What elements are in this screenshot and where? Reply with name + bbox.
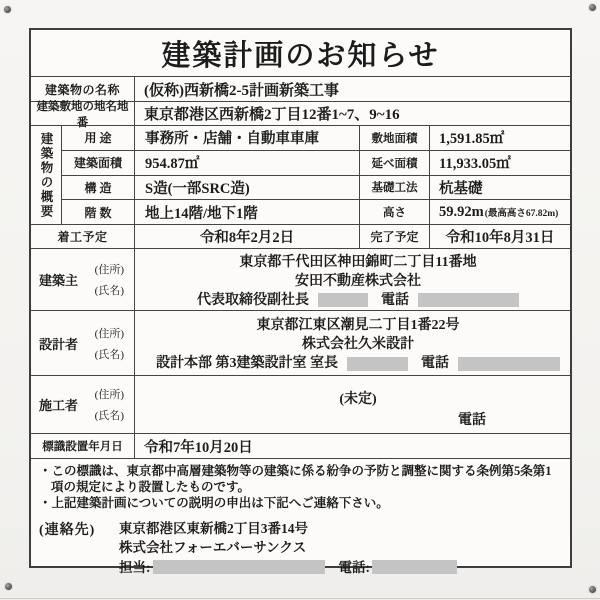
contact-phone-redacted [372,560,457,574]
contact-company: 株式会社フォーエバーサンクス [119,540,307,555]
owner-role-label: 建築主 [39,273,79,288]
use-label: 用 途 [84,131,112,146]
overview-grid [62,126,570,224]
contact-person-line [119,558,457,578]
overview-row-building-area [62,150,570,175]
ordinance-note: ・この標識は、東京都中高層建築物等の建築に係る紛争の予防と調整に関する条例第5条第1項の規定により設置したものです。 [39,464,552,494]
builder-name-label: (氏名) [94,410,124,422]
designer-details [134,311,570,375]
screw-icon [4,6,11,13]
contact-phone-label: 電話: [338,559,370,575]
owner-row [31,248,570,310]
designer-name-redacted [347,357,408,371]
owner-company: 安田不動産株式会社 [295,273,421,289]
overview-row-structure [62,175,570,200]
height-max-note: (最高高さ67.82m) [484,209,559,220]
overview-section-label: 建築物の概要 [31,126,62,224]
overview-row-use [62,126,570,150]
overview-row-floors [62,199,570,224]
sign-date-label: 標識設置年月日 [42,441,123,453]
owner-role-cell [31,249,134,310]
building-area-label: 建築面積 [73,156,122,171]
foundation-label: 基礎工法 [359,176,429,200]
builder-details [134,376,570,433]
owner-phone-label: 電話 [381,292,409,308]
start-date-label: 着工予定 [57,230,108,244]
designer-phone-redacted [458,357,560,371]
site-area-label: 敷地面積 [359,126,429,150]
use-value: 事務所・店舗・自動車車庫 [134,126,359,150]
contact-person-redacted [153,560,325,574]
owner-addr-name-labels [95,261,124,298]
builder-addr-name-labels [95,386,124,423]
contact-body [119,519,457,578]
site-address-row [31,100,570,129]
designer-address-label: (住所) [94,327,124,340]
designer-manager-title: 設計本部 第3建築設計室 室長 [156,356,338,371]
height-value [429,200,570,224]
sign-date-value: 令和7年10月20日 [134,434,570,458]
screw-icon [589,586,596,593]
owner-representative-title: 代表取締役副社長 [197,292,309,308]
schedule-row [31,224,570,248]
designer-role-label: 設計者 [39,336,79,352]
designer-addr-name-labels [95,325,124,362]
start-date-value: 令和8年2月2日 [134,225,359,248]
builder-address-label: (住所) [94,389,124,401]
designer-row [31,310,570,375]
site-area-value: 1,591.85㎡ [429,126,570,150]
owner-representative-line [197,291,519,310]
total-floor-area-value: 11,933.05㎡ [429,151,570,175]
inquiry-note: ・上記建築計画についての説明の申出は下記へご連絡下さい。 [39,496,389,510]
contact-label: (連絡先) [39,522,96,538]
page-title: 建築計画のお知らせ [161,39,440,72]
structure-label: 構 造 [84,180,112,195]
total-floor-area-label: 延べ面積 [359,151,429,175]
end-date-value: 令和10年8月31日 [429,225,570,248]
floors-label: 階 数 [84,205,112,220]
structure-value: S造(一部SRC造) [134,176,359,200]
owner-details [134,249,570,310]
builder-role-cell [31,376,134,433]
designer-company: 株式会社久米設計 [302,337,414,352]
notice-footer [31,458,570,577]
contact-section [39,519,560,578]
building-name-value: (仮称)西新橋2-5計画新築工事 [134,77,570,101]
builder-phone-label: 電話 [458,413,486,428]
screw-icon [589,4,596,11]
builder-role-label: 施工者 [39,398,79,413]
foundation-value: 杭基礎 [429,176,570,200]
designer-phone-label: 電話 [421,356,449,371]
construction-notice-board [29,28,572,575]
site-address-label: 建築敷地の地名地番 [36,100,129,129]
contact-address: 東京都港区東新橋2丁目3番14号 [119,520,308,536]
floors-value: 地上14階/地下1階 [134,200,359,224]
screw-icon [5,583,12,590]
builder-row [31,375,570,433]
building-name-label: 建築物の名称 [44,82,120,97]
designer-manager-line [156,354,560,373]
designer-name-label: (氏名) [94,348,124,361]
panel-bottom-edge [0,598,600,599]
contact-person-label: 担当: [119,559,151,575]
owner-address: 東京都千代田区神田錦町二丁目11番地 [239,254,477,270]
site-address-value: 東京都港区西新橋2丁目12番1~7、9~16 [134,102,570,125]
building-area-value: 954.87㎡ [134,151,359,175]
designer-address: 東京都江東区潮見二丁目1番22号 [256,318,460,333]
owner-phone-redacted [418,293,519,307]
owner-address-label: (住所) [94,264,124,276]
height-main-value: 59.92m [439,203,484,220]
title-row [31,30,570,76]
owner-name-label: (氏名) [94,285,124,297]
owner-name-redacted [318,293,368,307]
end-date-label: 完了予定 [359,225,429,248]
building-overview-section [31,125,570,224]
height-label: 高さ [359,200,429,224]
builder-undecided: (未定) [339,392,377,407]
sign-date-row [31,433,570,458]
designer-role-cell [31,311,134,375]
